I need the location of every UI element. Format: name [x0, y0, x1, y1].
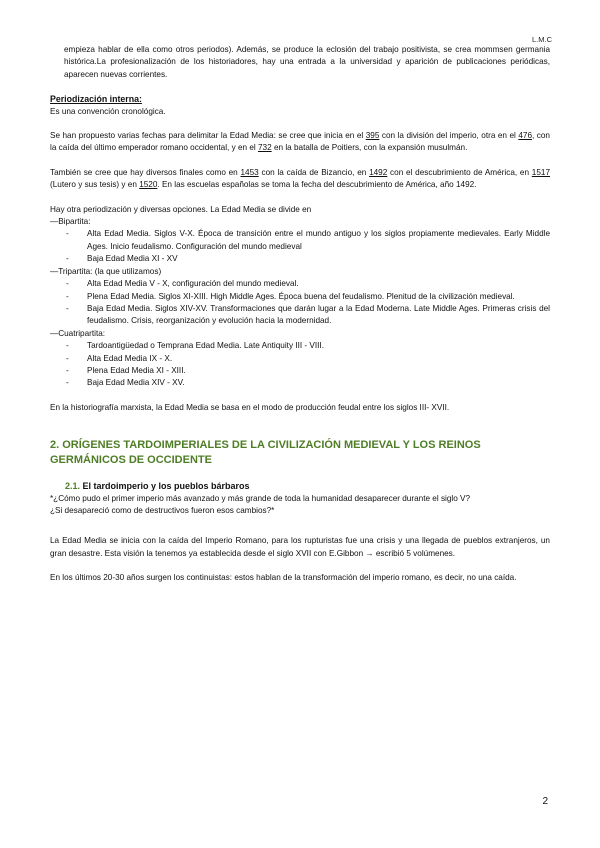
cuatripartita-list — [50, 340, 550, 390]
list-item: - Alta Edad Media IX - X. — [50, 353, 550, 365]
rupturistas-paragraph: La Edad Media se inicia con la caída del Imperio Romano, para los rupturistas fue una crisis y una llegada de pueblos extranjeros, un gran desastre. Esta visión la tenemos ya establecida desde el siglo XVII con E.Gibbon → escribió 5 volúmenes. — [50, 536, 550, 558]
list-item: - Baja Edad Media. Siglos XIV-XV. Transformaciones que darán lugar a la Edad Moderna. Late Middle Ages. Primeras crisis del feudalismo. Crisis, reorganización y evolución hacia la modernidad. — [50, 303, 550, 328]
year-732: 732 — [258, 143, 272, 153]
year-1453: 1453 — [240, 167, 259, 177]
year-1492: 1492 — [369, 167, 388, 177]
year-395: 395 — [365, 131, 380, 141]
bipartita-label: —Bipartita: — [50, 217, 91, 227]
list-item: - Tardoantigüedad o Temprana Edad Media. Late Antiquity III - VIII. — [50, 340, 550, 352]
tripartita-label: —Tripartita: (la que utilizamos) — [50, 266, 162, 276]
list-item: - Baja Edad Media XI - XV — [50, 253, 550, 265]
page-content — [50, 44, 550, 585]
intro-paragraph: empieza hablar de ella como otros periodos). Además, se produce la eclosión del trabajo positivista, se crea mommsen germania histórica.La profesionalización de los historiadores, hay una entrada a la universidad y aparición de publicaciones periódicas, aparecen nuevas corrientes. — [64, 45, 550, 79]
marxista-paragraph: En la historiografía marxista, la Edad Media se basa en el modo de producción feudal entre los siglos III- XVII. — [50, 402, 450, 412]
list-item: - Baja Edad Media XIV - XV. — [50, 377, 550, 389]
question-2: ¿Si desapareció como de destructivos fueron esos cambios?* — [50, 505, 275, 515]
year-1517: 1517 — [531, 167, 550, 177]
bipartita-list — [50, 228, 550, 265]
question-1: *¿Cómo pudo el primer imperio más avanzado y más grande de toda la humanidad desaparecer durante el siglo V? — [50, 493, 471, 503]
division-intro: Hay otra periodización y diversas opciones. La Edad Media se divide en — [50, 204, 312, 214]
year-1520: 1520 — [139, 180, 158, 190]
page-number: 2 — [542, 796, 548, 807]
list-item: - Plena Edad Media. Siglos XI-XIII. High Middle Ages. Época buena del feudalismo. Plenitud de la civilización medieval. — [50, 291, 550, 303]
subsection-title: El tardoimperio y los pueblos bárbaros — [80, 481, 250, 492]
section-2-heading: 2. ORÍGENES TARDOIMPERIALES DE LA CIVILIZACIÓN MEDIEVAL Y LOS REINOS GERMÁNICOS DE OCCIDENTE — [50, 439, 481, 467]
inicio-paragraph: Se han propuesto varias fechas para delimitar la Edad Media: se cree que inicia en el 395 con la división del imperio, otra en el 476, con la caída del último emperador romano occidental, y en el 732 en la batalla de Poitiers, con la expansión musulmán. — [50, 131, 550, 153]
list-item: - Alta Edad Media V - X, configuración del mundo medieval. — [50, 278, 550, 290]
subsection-number: 2.1. — [65, 481, 81, 492]
list-item: - Plena Edad Media XI - XIII. — [50, 365, 550, 377]
cuatripartita-label: —Cuatripartita: — [50, 328, 106, 338]
tripartita-list — [50, 278, 550, 328]
subsection-2-1-heading — [50, 480, 550, 492]
year-476: 476 — [518, 131, 533, 141]
continuistas-paragraph: En los últimos 20-30 años surgen los continuistas: estos hablan de la transformación del imperio romano, es decir, no una caída. — [50, 573, 517, 583]
periodizacion-title: Periodización interna: — [50, 94, 142, 105]
final-paragraph: También se cree que hay diversos finales como en 1453 con la caída de Bizancio, en 1492 con el descubrimiento de América, en 1517 (Lutero y sus tesis) y en 1520. En las escuelas españolas se toma la fecha del descubrimiento de América, año 1492. — [50, 167, 550, 190]
periodizacion-definition: Es una convención cronológica. — [50, 106, 166, 116]
list-item: - Alta Edad Media. Siglos V-X. Época de transición entre el mundo antiguo y los siglos propiamente medievales. Early Middle Ages. Inicio feudalismo. Configuración del mundo medieval — [50, 228, 550, 253]
header-initials: L.M.C — [531, 35, 552, 44]
